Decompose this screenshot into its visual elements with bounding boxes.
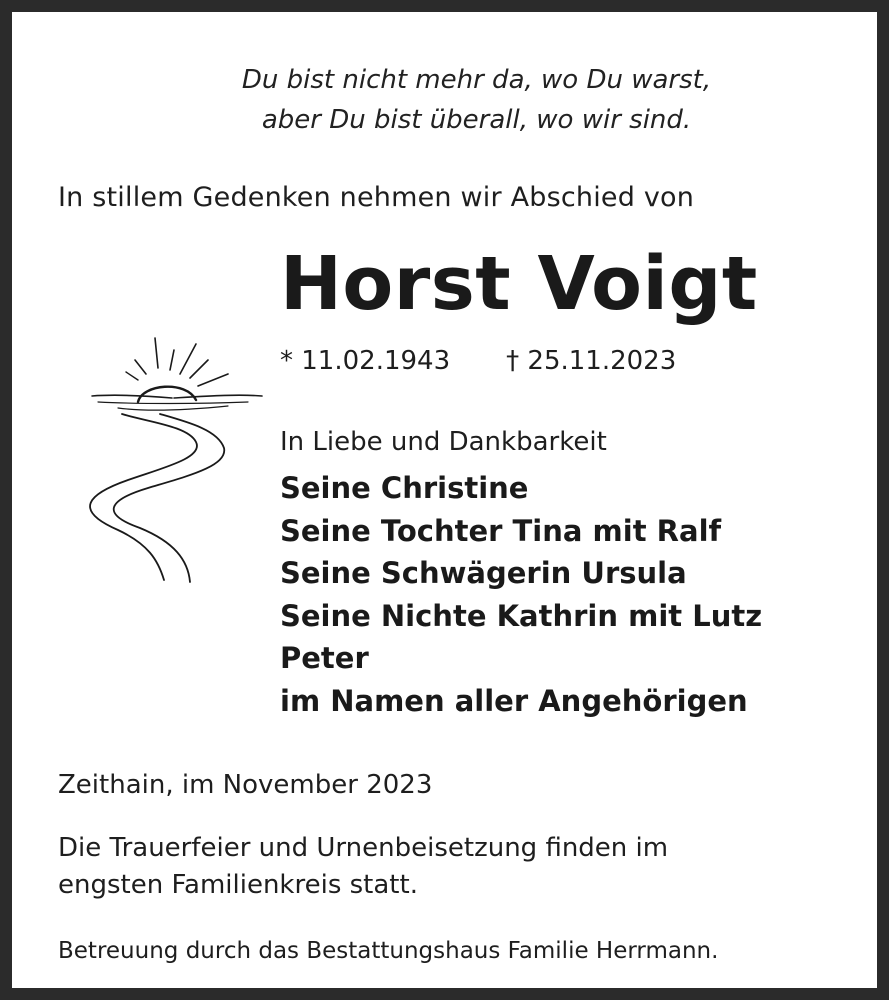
mourner-line: im Namen aller Angehörigen [280, 683, 748, 718]
place-date: Zeithain, im November 2023 [58, 770, 433, 800]
ceremony-line-2: engsten Familienkreis statt. [58, 870, 418, 900]
birth-date: * 11.02.1943 [280, 346, 451, 376]
motto-line-1: Du bist nicht mehr da, wo Du warst, [241, 65, 712, 95]
sunset-path-icon [78, 330, 268, 600]
deceased-name: Horst Voigt [280, 241, 758, 327]
mourner-line: Peter [280, 641, 369, 675]
funeral-home-note: Betreuung durch das Bestattungshaus Familie Herrmann. [58, 938, 719, 964]
mourner-line: Seine Christine [280, 471, 529, 505]
ceremony-line-1: Die Trauerfeier und Urnenbeisetzung finden im [58, 833, 669, 863]
ceremony-note [58, 830, 668, 904]
mourner-line: Seine Nichte Kathrin mit Lutz [280, 598, 763, 633]
intro-text: In stillem Gedenken nehmen wir Abschied von [58, 182, 695, 213]
motto [12, 60, 877, 140]
death-date: † 25.11.2023 [506, 346, 677, 376]
mourners-list [280, 467, 762, 722]
thanks-line: In Liebe und Dankbarkeit [280, 427, 607, 457]
mourner-line: Seine Tochter Tina mit Ralf [280, 513, 722, 548]
motto-line-2: aber Du bist überall, wo wir sind. [261, 105, 692, 135]
life-dates [280, 342, 676, 380]
mourner-line: Seine Schwägerin Ursula [280, 556, 687, 590]
